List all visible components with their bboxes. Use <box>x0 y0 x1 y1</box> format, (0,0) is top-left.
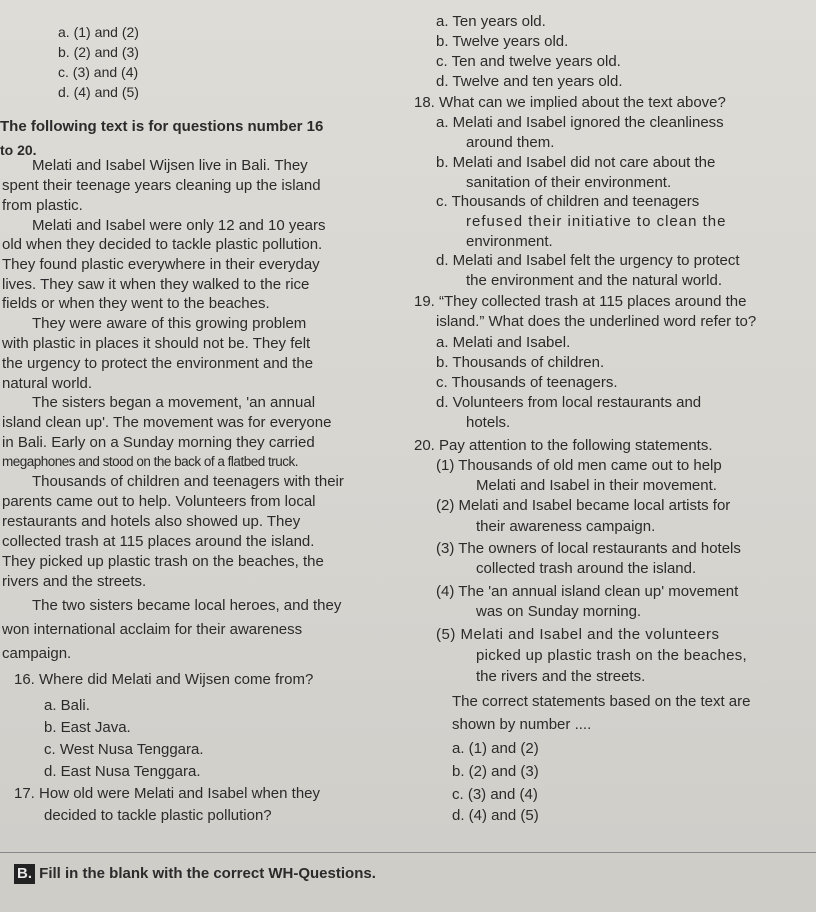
prev-option-d: d. (4) and (5) <box>58 84 139 100</box>
q19-option-a: a. Melati and Isabel. <box>436 334 571 351</box>
question-20: 20. Pay attention to the following statements. <box>414 437 713 454</box>
passage-line: lives. They saw it when they walked to the rice <box>2 276 310 293</box>
q19-option-d-cont: hotels. <box>466 414 511 431</box>
q18-line: c. Thousands of children and teenagers <box>436 193 700 210</box>
passage-line: spent their teenage years cleaning up the island <box>2 177 321 194</box>
q18-line: sanitation of their environment. <box>466 174 672 191</box>
q20-prompt-cont: shown by number .... <box>452 716 592 733</box>
passage-line: campaign. <box>2 645 72 662</box>
passage-intro: The following text is for questions number 16 <box>0 118 324 135</box>
prev-option-c: c. (3) and (4) <box>58 64 139 80</box>
q17-option-d: d. Twelve and ten years old. <box>436 73 623 90</box>
passage-line: old when they decided to tackle plastic pollution. <box>2 236 323 253</box>
passage-line: restaurants and hotels also showed up. They <box>2 513 301 530</box>
question-17: 17. How old were Melati and Isabel when they <box>14 785 321 802</box>
statement: collected trash around the island. <box>476 560 697 577</box>
passage-line: island clean up'. The movement was for everyone <box>2 414 332 431</box>
passage-line: with plastic in places it should not be. They felt <box>2 335 311 352</box>
section-divider <box>0 852 816 853</box>
q16-option-b: b. East Java. <box>44 719 131 736</box>
q18-line: environment. <box>466 233 553 250</box>
passage-line: won international acclaim for their awareness <box>2 621 303 638</box>
section-b-title: Fill in the blank with the correct WH-Questions. <box>39 865 376 882</box>
q16-option-c: c. West Nusa Tenggara. <box>44 741 204 758</box>
passage-line: in Bali. Early on a Sunday morning they carried <box>2 434 315 451</box>
passage-line: They found plastic everywhere in their everyday <box>2 256 320 273</box>
passage-line: parents came out to help. Volunteers from local <box>2 493 316 510</box>
statement: (2) Melati and Isabel became local artists for <box>436 497 731 514</box>
statement: their awareness campaign. <box>476 518 656 535</box>
passage-line: collected trash at 115 places around the island. <box>2 533 315 550</box>
question-19-cont: island.” What does the underlined word refer to? <box>436 313 757 330</box>
statement: (4) The 'an annual island clean up' movement <box>436 583 739 600</box>
q18-line: around them. <box>466 134 555 151</box>
passage-line: natural world. <box>2 375 93 392</box>
q18-line: b. Melati and Isabel did not care about the <box>436 154 716 171</box>
question-19: 19. “They collected trash at 115 places around the <box>414 293 747 310</box>
passage-intro-cont: to 20. <box>0 142 37 158</box>
q16-option-a: a. Bali. <box>44 697 90 714</box>
prev-option-b: b. (2) and (3) <box>58 44 139 60</box>
statement: picked up plastic trash on the beaches, <box>476 647 748 664</box>
passage-line: The sisters began a movement, 'an annual <box>32 394 316 411</box>
passage-line: the urgency to protect the environment and the <box>2 355 314 372</box>
q17-option-b: b. Twelve years old. <box>436 33 569 50</box>
question-17-cont: decided to tackle plastic pollution? <box>44 807 272 824</box>
q19-option-c: c. Thousands of teenagers. <box>436 374 618 391</box>
section-b <box>0 858 816 912</box>
q20-option-d: d. (4) and (5) <box>452 807 539 824</box>
passage-line: megaphones and stood on the back of a flatbed truck. <box>2 454 298 469</box>
q18-line: d. Melati and Isabel felt the urgency to protect <box>436 252 740 269</box>
statement: (1) Thousands of old men came out to help <box>436 457 722 474</box>
q18-line: the environment and the natural world. <box>466 272 722 289</box>
question-16: 16. Where did Melati and Wijsen come from? <box>14 671 314 688</box>
q17-option-c: c. Ten and twelve years old. <box>436 53 621 70</box>
passage-line: Melati and Isabel Wijsen live in Bali. They <box>32 157 308 174</box>
statement: (5) Melati and Isabel and the volunteers <box>436 626 720 643</box>
q16-option-d: d. East Nusa Tenggara. <box>44 763 201 780</box>
q20-option-a: a. (1) and (2) <box>452 740 539 757</box>
passage-line: The two sisters became local heroes, and they <box>32 597 342 614</box>
statement: Melati and Isabel in their movement. <box>476 477 717 494</box>
question-18: 18. What can we implied about the text above? <box>414 94 726 111</box>
statement: the rivers and the streets. <box>476 668 646 685</box>
passage-line: fields or when they went to the beaches. <box>2 295 270 312</box>
q17-option-a: a. Ten years old. <box>436 13 546 30</box>
q20-prompt: The correct statements based on the text are <box>452 693 751 710</box>
q20-option-c: c. (3) and (4) <box>452 786 538 803</box>
passage-line: They picked up plastic trash on the beaches, the <box>2 553 324 570</box>
passage-line: from plastic. <box>2 197 83 214</box>
passage-line: They were aware of this growing problem <box>32 315 307 332</box>
q18-line: refused their initiative to clean the <box>466 213 727 230</box>
q19-option-d: d. Volunteers from local restaurants and <box>436 394 702 411</box>
q20-option-b: b. (2) and (3) <box>452 763 539 780</box>
statement: was on Sunday morning. <box>476 603 642 620</box>
q18-line: a. Melati and Isabel ignored the cleanliness <box>436 114 724 131</box>
passage-line: Thousands of children and teenagers with their <box>32 473 344 490</box>
prev-option-a: a. (1) and (2) <box>58 24 139 40</box>
passage-line: Melati and Isabel were only 12 and 10 years <box>32 217 326 234</box>
statement: (3) The owners of local restaurants and hotels <box>436 540 741 557</box>
section-b-heading <box>14 864 376 884</box>
q19-option-b: b. Thousands of children. <box>436 354 605 371</box>
passage-line: rivers and the streets. <box>2 573 147 590</box>
section-b-letter: B. <box>14 864 35 884</box>
